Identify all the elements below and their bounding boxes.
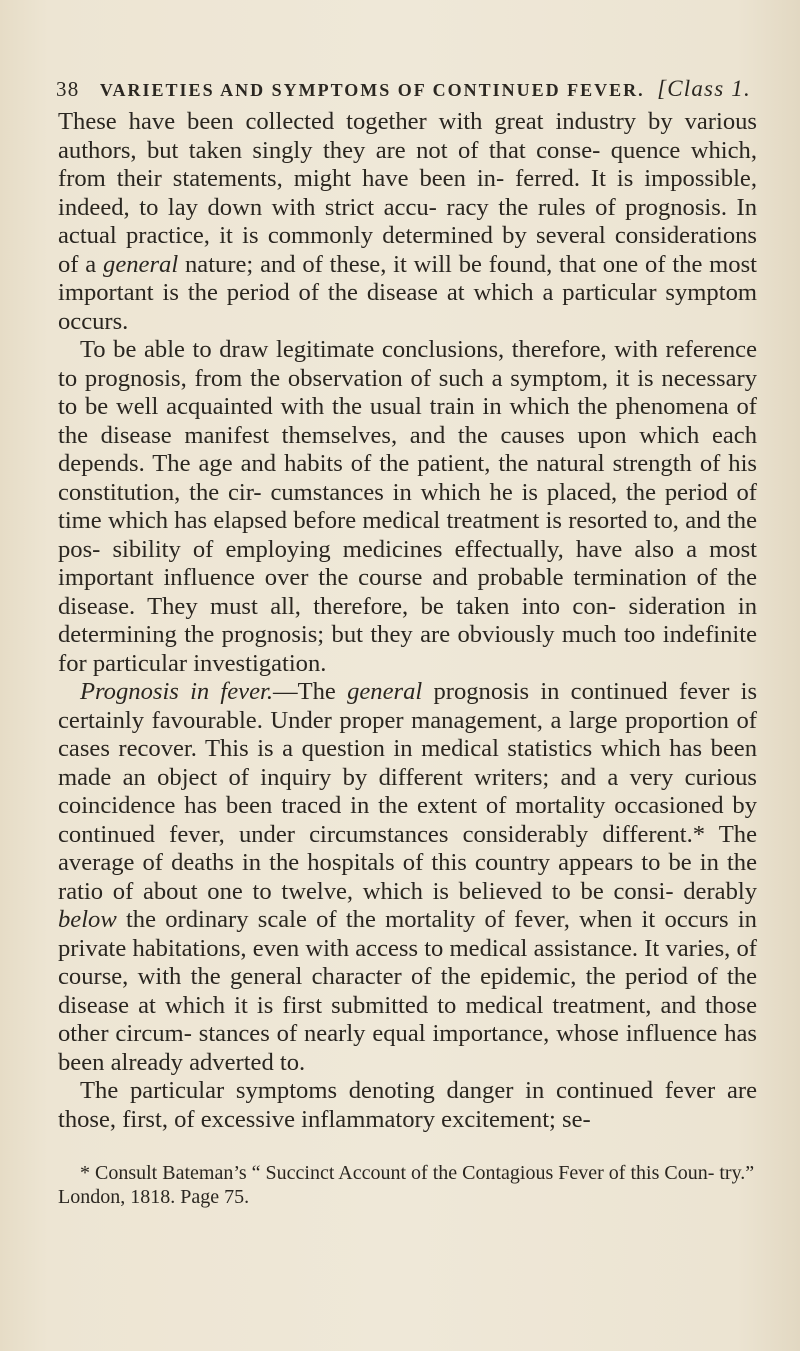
paragraph-3-text-a: prognosis in continued fever is certainly favourable. Under proper management, a large proportion of cases recover. This is a question in medical statistics which has been made an object of inquiry by different writers; and a very curious coincidence has been traced in the extent of mortality occasioned by continued fever, under circumstances considerably different.* The average of deaths in the hospitals of this country appears to be in the ratio of about one to twelve, which is believed to be consi- derably [58, 678, 758, 905]
emphasis-general-2: general [347, 678, 423, 705]
paragraph-3-text-b: the ordinary scale of the mortality of fever, when it occurs in private habitations, even with access to medical assistance. It varies, of course, with the general character of the epidemic, the period of the disease at which it is first submitted to medical treatment, and those other circum- stances of nearly equal importance, whose influence has been already adverted to. [58, 906, 757, 1076]
running-title: VARIETIES AND SYMPTOMS OF CONTINUED FEVER. [99, 80, 645, 100]
side-heading-prognosis: Prognosis in fever. [80, 678, 273, 705]
paragraph-3-dash: —The [273, 678, 336, 705]
footnote: * Consult Bateman’s “ Succinct Account of the Contagious Fever of this Coun- try.” London, 1818. Page 75. [58, 1162, 755, 1208]
page-number: 38 [56, 77, 80, 101]
paragraph-4: The particular symptoms denoting danger in continued fever are those, first, of excessive inflammatory excitement; se- [58, 1077, 757, 1133]
paragraph-1 [58, 108, 757, 336]
paragraph-3 [58, 678, 757, 1077]
paragraph-1-text: These have been collected together with great industry by various authors, but taken singly they are not of that conse- quence which, from their statements, might have been in- ferred. It is impossible, indeed, to lay down with strict accu- racy the rules of prognosis. In actual practice, it is commonly determined by several considerations of a [58, 108, 757, 278]
emphasis-below: below [58, 906, 117, 933]
class-label: [Class 1. [657, 76, 751, 101]
emphasis-general: general [103, 250, 179, 278]
paragraph-2: To be able to draw legitimate conclusions, therefore, with reference to prognosis, from the observation of such a symptom, it is necessary to be well acquainted with the usual train in which the phenomena of the disease manifest themselves, and the causes upon which each depends. The age and habits of the patient, the natural strength of his constitution, the cir- cumstances in which he is placed, the period of time which has elapsed before medical treatment is resorted to, and the pos- sibility of employing medicines effectually, have also a most important influence over the course and probable termination of the disease. They must all, therefore, be taken into con- sideration in determining the prognosis; but they are obviously much too indefinite for particular investigation. [58, 336, 757, 677]
paragraph-1-tail: nature; and of these, it will be found, that one of the most important is the period of the disease at which a particular symptom occurs. [58, 250, 758, 335]
running-header [56, 76, 756, 102]
body-text [58, 108, 757, 1134]
